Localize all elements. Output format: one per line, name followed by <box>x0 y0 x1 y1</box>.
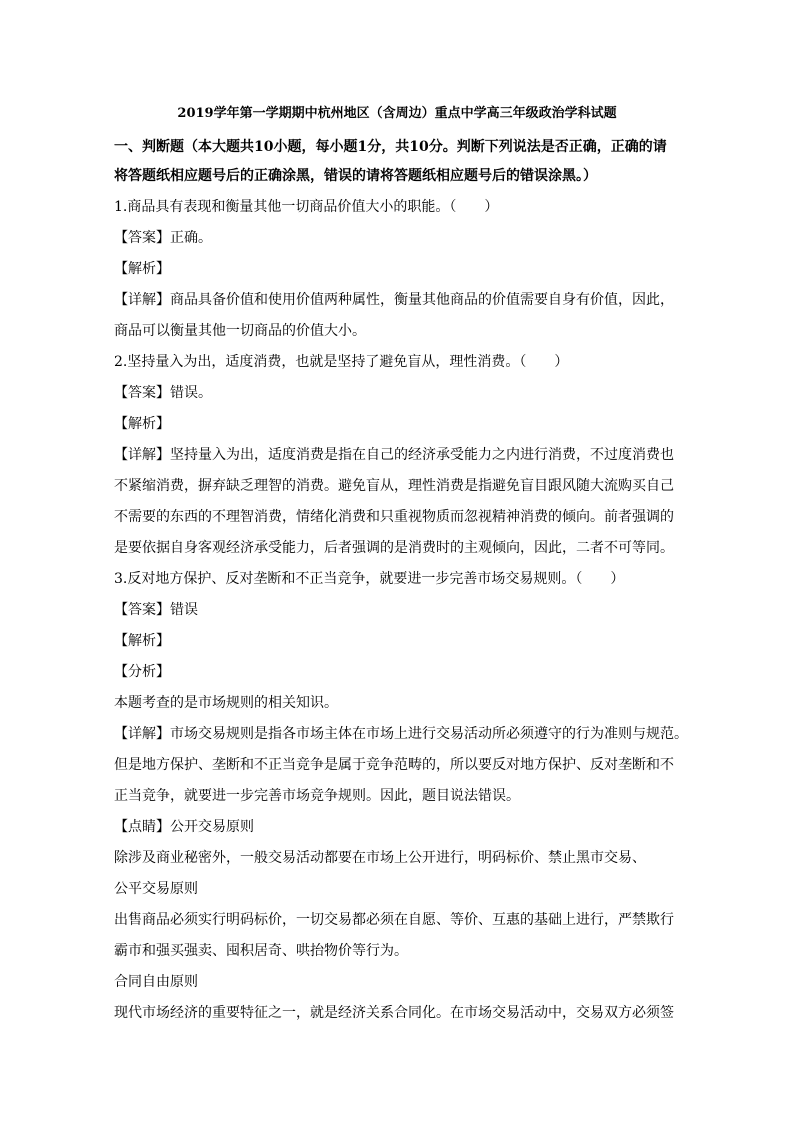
answer-label: 【答案】正确。 <box>114 230 212 246</box>
explanation-text: 但是地方保护、垄断和不正当竞争是属于竞争范畴的，所以要反对地方保护、反对垄断和不 <box>114 757 674 773</box>
section-heading <box>114 133 680 191</box>
explanation-text: 不需要的东西的不理智消费，情绪化消费和只重视物质而忽视精神消费的倾向。前者强调的 <box>114 509 674 525</box>
breakdown-label: 【分析】 <box>114 664 170 680</box>
body-paragraph: 现代市场经济的重要特征之一，就是经济关系合同化。在市场交易活动中，交易双方必须签 <box>114 1005 674 1021</box>
key-point-label: 【点睛】公开交易原则 <box>114 819 254 835</box>
question-1: 1.商品具有表现和衡量其他一切商品价值大小的职能。（ ） <box>114 199 499 215</box>
explanation-text: 【详解】市场交易规则是指各市场主体在市场上进行交易活动所必须遵守的行为准则与规范。 <box>114 726 688 742</box>
body-paragraph: 霸市和强买强卖、囤积居奇、哄抬物价等行为。 <box>114 943 408 959</box>
document-title: 2019学年第一学期期中杭州地区（含周边）重点中学高三年级政治学科试题 <box>177 106 617 121</box>
question-2: 2.坚持量入为出，适度消费，也就是坚持了避免盲从，理性消费。（ ） <box>114 354 569 370</box>
explanation-text: 不紧缩消费，摒弃缺乏理智的消费。避免盲从，理性消费是指避免盲目跟风随大流购买自己 <box>114 478 674 494</box>
explanation-text: 是要依据自身客观经济承受能力，后者强调的是消费时的主观倾向，因此，二者不可等同。 <box>114 540 674 556</box>
section-heading-line: 将答题纸相应题号后的正确涂黑，错误的请将答题纸相应题号后的错误涂黑。） <box>114 168 597 184</box>
analysis-label: 【解析】 <box>114 416 170 432</box>
subheading: 公平交易原则 <box>114 881 198 897</box>
explanation-text: 【详解】商品具备价值和使用价值两种属性，衡量其他商品的价值需要自身有价值，因此， <box>114 292 674 308</box>
answer-label: 【答案】错误 <box>114 602 198 618</box>
analysis-label: 【解析】 <box>114 261 170 277</box>
document-body <box>114 192 688 1029</box>
body-paragraph: 出售商品必须实行明码标价，一切交易都必须在自愿、等价、互惠的基础上进行，严禁欺行 <box>114 912 674 928</box>
explanation-text: 【详解】坚持量入为出，适度消费是指在自己的经济承受能力之内进行消费，不过度消费也 <box>114 447 674 463</box>
analysis-label: 【解析】 <box>114 633 170 649</box>
explanation-text: 正当竞争，就要进一步完善市场竞争规则。因此，题目说法错误。 <box>114 788 520 804</box>
answer-label: 【答案】错误。 <box>114 385 212 401</box>
body-paragraph: 本题考查的是市场规则的相关知识。 <box>114 695 338 711</box>
subheading: 合同自由原则 <box>114 974 198 990</box>
question-3: 3.反对地方保护、反对垄断和不正当竞争，就要进一步完善市场交易规则。（ ） <box>114 571 625 587</box>
section-heading-line: 一、判断题（本大题共10小题，每小题1分，共10分。判断下列说法是否正确，正确的请 <box>114 139 667 155</box>
explanation-text: 商品可以衡量其他一切商品的价值大小。 <box>114 323 366 339</box>
body-paragraph: 除涉及商业秘密外，一般交易活动都要在市场上公开进行，明码标价、禁止黑市交易、 <box>114 850 646 866</box>
